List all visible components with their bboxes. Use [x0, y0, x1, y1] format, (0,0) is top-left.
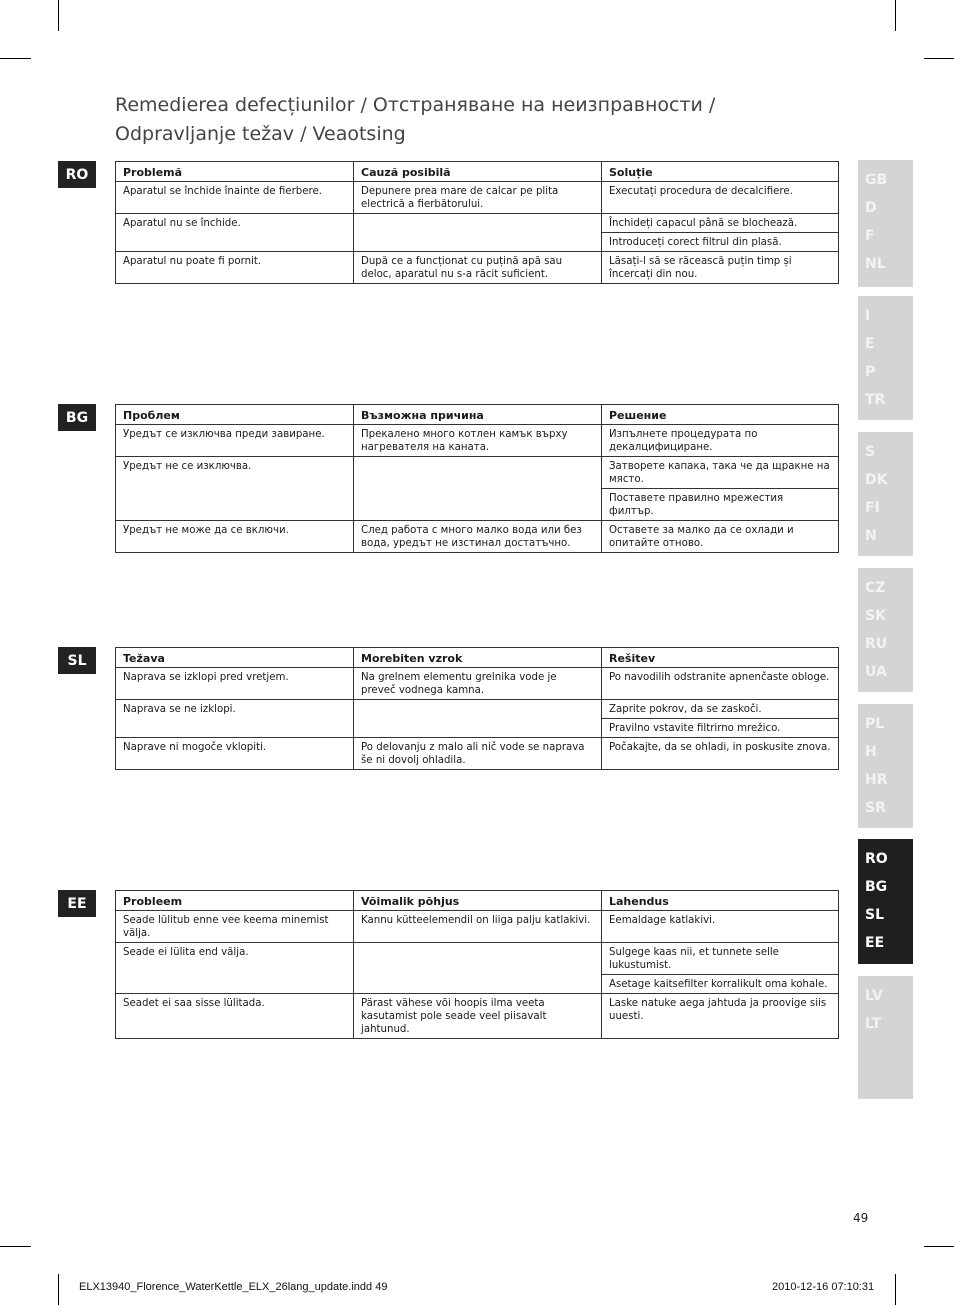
solution-cell: Închideți capacul până se blochează. [602, 214, 839, 233]
solution-cell: Po navodilih odstranite apnenčaste obloge. [602, 668, 839, 700]
column-header: Võimalik põhjus [354, 891, 602, 911]
crop-mark [924, 58, 954, 59]
troubleshooting-table [115, 404, 839, 553]
sidebar-language-code: SL [865, 907, 885, 923]
cause-cell: Pärast vähese või hoopis ilma veeta kasutamist pole seade veel piisavalt jahtunud. [354, 994, 602, 1039]
table-row [116, 252, 839, 284]
cause-cell [354, 943, 602, 994]
sidebar-language-code: CZ [865, 580, 886, 596]
sidebar-language-code: HR [865, 772, 888, 788]
sidebar-language-code: UA [865, 664, 887, 680]
column-header: Soluție [602, 162, 839, 182]
crop-mark [895, 1274, 896, 1305]
table-row [116, 182, 839, 214]
troubleshooting-table [115, 161, 839, 284]
sidebar-language-code: N [865, 528, 877, 544]
table-row [116, 911, 839, 943]
solution-cell: Затворете капака, така че да щракне на място. [602, 457, 839, 489]
sidebar-language-code: RO [865, 851, 888, 867]
footer-timestamp: 2010-12-16 07:10:31 [772, 1281, 875, 1293]
problem-cell: Aparatul nu se închide. [116, 214, 354, 252]
solution-cell: Поставете правилно мрежестия филтър. [602, 489, 839, 521]
table-row [116, 943, 839, 975]
table-row [116, 457, 839, 489]
sidebar-language-code: S [865, 444, 876, 460]
sidebar-language-code: FI [865, 500, 880, 516]
solution-cell: Изпълнете процедурата по декалцифициране. [602, 425, 839, 457]
solution-cell: Introduceți corect filtrul din plasă. [602, 233, 839, 252]
crop-mark [0, 58, 31, 59]
problem-cell: Aparatul nu poate fi pornit. [116, 252, 354, 284]
sidebar-language-code: P [865, 364, 876, 380]
column-header: Cauză posibilă [354, 162, 602, 182]
column-header: Problemă [116, 162, 354, 182]
sidebar-language-group-active [858, 839, 913, 964]
sidebar-language-group [858, 160, 913, 287]
sidebar-language-code: NL [865, 256, 886, 272]
sidebar-language-code: SK [865, 608, 886, 624]
table-row [116, 214, 839, 233]
table-row [116, 700, 839, 719]
cause-cell [354, 457, 602, 521]
cause-cell: Прекалено много котлен камък върху нагревателя на каната. [354, 425, 602, 457]
solution-cell: Sulgege kaas nii, et tunnete selle lukustumist. [602, 943, 839, 975]
table-header-row [116, 162, 839, 182]
troubleshooting-table [115, 647, 839, 770]
column-header: Rešitev [602, 648, 839, 668]
troubleshooting-table [115, 890, 839, 1039]
sidebar-language-code: I [865, 308, 871, 324]
crop-mark [895, 0, 896, 31]
sidebar-language-code: RU [865, 636, 888, 652]
cause-cell [354, 214, 602, 252]
page-number: 49 [853, 1211, 869, 1225]
sidebar-language-code: DK [865, 472, 888, 488]
sidebar-language-code: H [865, 744, 877, 760]
solution-cell: Оставете за малко да се охлади и опитайте отново. [602, 521, 839, 553]
sidebar-language-code: TR [865, 392, 886, 408]
table-row [116, 425, 839, 457]
column-header: Възможна причина [354, 405, 602, 425]
cause-cell: Na grelnem elementu grelnika vode je preveč vodnega kamna. [354, 668, 602, 700]
problem-cell: Уредът не се изключва. [116, 457, 354, 521]
page-title-line1: Remedierea defecțiunilor / Отстраняване на неизправности / [115, 94, 716, 116]
solution-cell: Executați procedura de decalcifiere. [602, 182, 839, 214]
solution-cell: Asetage kaitsefilter korralikult oma kohale. [602, 975, 839, 994]
solution-cell: Počakajte, da se ohladi, in poskusite znova. [602, 738, 839, 770]
sidebar-language-code: PL [865, 716, 885, 732]
sidebar-language-group [858, 704, 913, 828]
problem-cell: Уредът не може да се включи. [116, 521, 354, 553]
problem-cell: Naprava se izklopi pred vretjem. [116, 668, 354, 700]
table-row [116, 738, 839, 770]
column-header: Проблем [116, 405, 354, 425]
sidebar-language-group [858, 296, 913, 420]
sidebar-language-code: E [865, 336, 875, 352]
section-language-label: SL [58, 647, 96, 674]
problem-cell: Naprave ni mogoče vklopiti. [116, 738, 354, 770]
solution-cell: Pravilno vstavite filtrirno mrežico. [602, 719, 839, 738]
sidebar-language-group [858, 568, 913, 692]
section-language-label: BG [58, 404, 96, 431]
sidebar-language-code: LT [865, 1016, 882, 1032]
problem-cell: Aparatul se închide înainte de fierbere. [116, 182, 354, 214]
problem-cell: Уредът се изключва преди завиране. [116, 425, 354, 457]
column-header: Morebiten vzrok [354, 648, 602, 668]
sidebar-language-code: SR [865, 800, 886, 816]
sidebar-language-code: BG [865, 879, 888, 895]
problem-cell: Seade lülitub enne vee keema minemist välja. [116, 911, 354, 943]
crop-mark [58, 1274, 59, 1305]
sidebar-language-code: EE [865, 935, 885, 951]
table-header-row [116, 405, 839, 425]
column-header: Probleem [116, 891, 354, 911]
sidebar-language-code: LV [865, 988, 883, 1004]
page-title-line2: Odpravljanje težav / Veaotsing [115, 123, 406, 145]
sidebar-language-code: D [865, 200, 877, 216]
crop-mark [924, 1246, 954, 1247]
cause-cell [354, 700, 602, 738]
section-language-label: EE [58, 890, 96, 917]
problem-cell: Seadet ei saa sisse lülitada. [116, 994, 354, 1039]
column-header: Težava [116, 648, 354, 668]
table-row [116, 521, 839, 553]
solution-cell: Laske natuke aega jahtuda ja proovige siis uuesti. [602, 994, 839, 1039]
cause-cell: Po delovanju z malo ali nič vode se naprava še ni dovolj ohladila. [354, 738, 602, 770]
crop-mark [58, 0, 59, 31]
sidebar-language-group [858, 976, 913, 1099]
column-header: Решение [602, 405, 839, 425]
table-row [116, 994, 839, 1039]
footer-filename: ELX13940_Florence_WaterKettle_ELX_26lang_update.indd 49 [79, 1281, 388, 1293]
cause-cell: Depunere prea mare de calcar pe plita electrică a fierbătorului. [354, 182, 602, 214]
solution-cell: Zaprite pokrov, da se zaskoči. [602, 700, 839, 719]
crop-mark [0, 1246, 31, 1247]
sidebar-language-group [858, 432, 913, 556]
table-header-row [116, 891, 839, 911]
solution-cell: Eemaldage katlakivi. [602, 911, 839, 943]
sidebar-language-code: F [865, 228, 875, 244]
column-header: Lahendus [602, 891, 839, 911]
cause-cell: Kannu kütteelemendil on liiga palju katlakivi. [354, 911, 602, 943]
table-row [116, 668, 839, 700]
cause-cell: După ce a funcționat cu puțină apă sau deloc, aparatul nu s-a răcit suficient. [354, 252, 602, 284]
table-header-row [116, 648, 839, 668]
sidebar-language-code: GB [865, 172, 888, 188]
section-language-label: RO [58, 161, 96, 188]
problem-cell: Naprava se ne izklopi. [116, 700, 354, 738]
cause-cell: След работа с много малко вода или без вода, уредът не изстинал достатъчно. [354, 521, 602, 553]
solution-cell: Lăsați-l să se răcească puțin timp și încercați din nou. [602, 252, 839, 284]
problem-cell: Seade ei lülita end välja. [116, 943, 354, 994]
